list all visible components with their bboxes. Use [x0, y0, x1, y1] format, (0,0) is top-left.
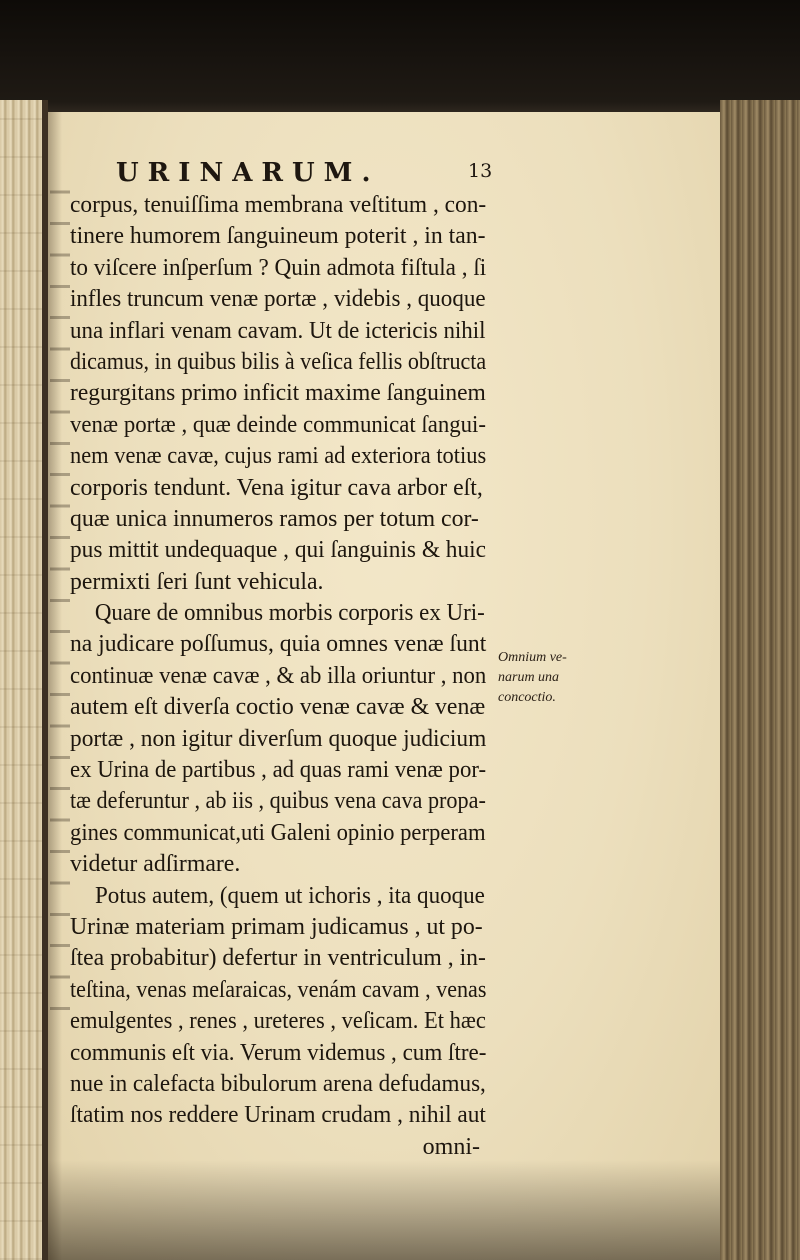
text-line: continuæ venæ cavæ , & ab illa oriuntur , non — [70, 662, 487, 689]
text-line: dicamus, in quibus bilis à veſica fellis obſtructa — [70, 348, 487, 375]
text-line: corpus, tenuiſſima membrana veſtitum , con- — [70, 192, 487, 218]
text-line: una inflari venam cavam. Ut de ictericis nihil — [70, 317, 486, 344]
text-line: Urinæ materiam primam judicamus , ut po- — [70, 913, 483, 940]
text-line: Quare de omnibus morbis corporis ex Uri- — [94, 600, 485, 627]
text-line: quæ unica innumeros ramos per totum cor- — [70, 505, 479, 532]
gutter-bleed-marks — [50, 190, 70, 1010]
text-line: gines communicat,uti Galeni opinio perperam — [70, 819, 486, 846]
text-line: teſtina, venas meſaraicas, venám cavam , venas — [70, 976, 487, 1003]
text-line: to viſcere inſperſum ? Quin admota fiſtula , ſi — [70, 254, 487, 281]
text-line: videtur adſirmare. — [70, 851, 241, 878]
text-line: tinere humorem ſanguineum poterit , in tan- — [70, 223, 486, 250]
text-line: pus mittit undequaque , qui ſanguinis & huic — [70, 537, 486, 564]
page-bottom-shadow — [48, 1160, 720, 1260]
text-line: regurgitans primo inficit maxime ſanguinem — [70, 380, 486, 407]
text-line: Potus autem, (quem ut ichoris , ita quoque — [94, 882, 485, 909]
text-line: autem eſt diverſa coctio venæ cavæ & venæ — [70, 694, 486, 721]
text-line: ſtatim nos reddere Urinam crudam , nihil aut — [70, 1102, 486, 1129]
margin-note-line: concoctio. — [498, 690, 556, 705]
text-line: portæ , non igitur diverſum quoque judicium — [70, 725, 487, 752]
body-text — [70, 190, 490, 1163]
text-line: omni- — [422, 1133, 480, 1160]
text-line: ſtea probabitur) defertur in ventriculum , in- — [70, 945, 486, 972]
page-number: 13 — [468, 160, 493, 182]
margin-note-line: Omnium ve- — [498, 650, 567, 665]
text-line: permixti ſeri ſunt vehicula. — [70, 568, 324, 595]
margin-note — [498, 648, 608, 708]
text-line: na judicare poſſumus, quia omnes venæ ſunt — [70, 631, 487, 658]
dark-background-top — [0, 0, 800, 120]
page-stack-edge — [720, 100, 800, 1260]
text-line: nue in calefacta bibulorum arena defudamus, — [70, 1070, 486, 1097]
text-line: venæ portæ , quæ deinde communicat ſangui- — [70, 411, 486, 438]
text-line: communis eſt via. Verum videmus , cum ſtre- — [70, 1039, 487, 1066]
margin-note-line: narum una — [498, 670, 560, 685]
text-line: corporis tendunt. Vena igitur cava arbor eſt, — [70, 474, 483, 501]
text-line: nem venæ cavæ, cujus rami ad exteriora totius — [70, 443, 487, 470]
text-line: tæ deferuntur , ab iis , quibus vena cava propa- — [70, 788, 486, 815]
text-line: emulgentes , renes , ureteres , veſicam. Et hæc — [70, 1008, 486, 1035]
text-line: ex Urina de partibus , ad quas rami venæ por- — [70, 757, 487, 784]
running-head: URINARUM. — [116, 158, 380, 188]
text-line: infles truncum venæ portæ , videbis , quoque — [70, 286, 486, 313]
facing-page-edge — [0, 100, 42, 1260]
